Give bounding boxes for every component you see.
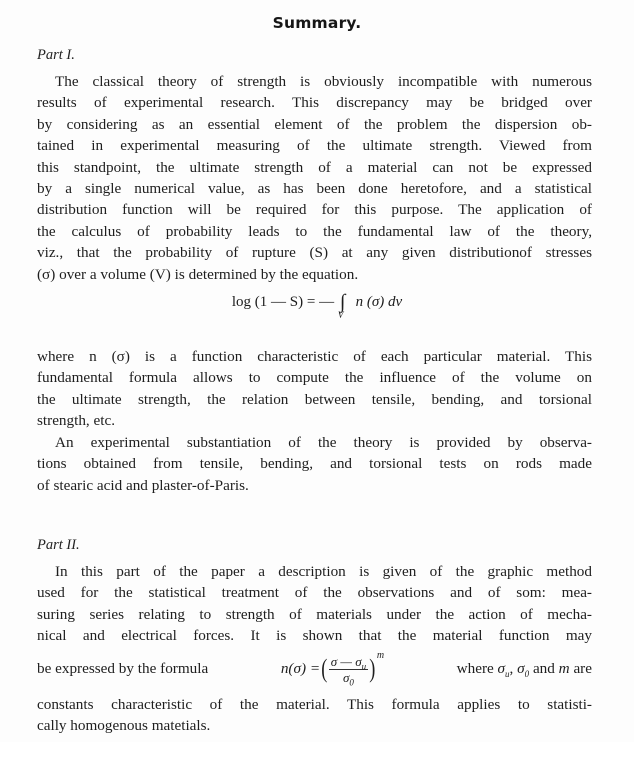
text-line: tained in experimental measuring of the ultimate strength. Viewed from [37,137,592,155]
fundamental-equation [0,290,634,330]
part-1-paragraph-2 [37,346,592,432]
denominator-text: σ [342,669,350,685]
text-line: by a single numerical value, as has been done heretofore, and a statistical [37,179,592,197]
text-line: suring series relating to strength of materials under the action of mecha- [37,605,592,623]
constant-subscript: 0 [524,669,530,680]
equation-integrand: n (σ) dv [355,294,403,310]
text-line: (σ) over a volume (V) is determined by the equation. [37,265,359,283]
integral-sign: ∫ [339,291,346,313]
integral-group [337,290,352,320]
text-line: fundamental formula allows to compute the influence of the volume on [37,369,592,387]
formula-lhs: n(σ) = [280,660,321,677]
constant-m: m [558,660,570,677]
constant-sigma-0 [517,660,530,680]
text-line: strength, etc. [37,412,116,430]
numerator-text: σ — σ [330,653,362,669]
numerator-subscript: u [361,661,367,672]
part-1-heading: Part I. [37,47,75,63]
constant-symbol: σ [497,660,506,677]
where-word: where [456,660,494,677]
part-2-paragraph-1 [37,561,592,647]
text-line: An experimental substantiation of the theory is provided by observa- [55,434,592,451]
text-line: tions obtained from tensile, bending, and torsional tests on rods made [37,455,592,473]
formula-fraction [329,653,368,688]
right-paren: ) [369,654,376,683]
integral-domain: V [337,310,344,320]
left-paren: ( [321,654,328,683]
constant-sigma-u [497,660,510,680]
text-line: viz., that the probability of rupture (S) at any given distributionof stresses [37,244,592,262]
material-function-formula-line [37,649,592,689]
text-line: cally homogenous matetials. [37,717,211,735]
equation-lhs: log (1 — S) = — [231,294,335,310]
text-line: used for the statistical treatment of the observations and of som: mea- [37,584,592,602]
denominator-subscript: 0 [349,677,354,688]
formula-constants [457,660,592,678]
text-line: where n (σ) is a function characteristic of each particular material. This [37,348,592,365]
formula-prefix: be expressed by the formula [37,660,209,677]
fraction-numerator [329,654,368,670]
material-function-formula [281,649,384,689]
part-2-heading: Part II. [37,537,80,553]
text-line: this standpoint, the ultimate strength of a material can not be expressed [37,158,592,176]
text-line: distribution function will be required for this purpose. The application of [37,201,592,219]
part-1-paragraph-1 [37,71,592,285]
and-word: and [532,660,555,677]
text-line: of stearic acid and plaster-of-Paris. [37,476,249,494]
formula-exponent: m [376,650,385,661]
summary-title: Summary. [272,14,362,32]
text-line: In this part of the paper a description is given of the graphic method [55,563,592,580]
text-line: The classical theory of strength is obviously incompatible with numerous [55,73,592,90]
text-line: the ultimate strength, the relation between tensile, bending, and torsional [37,390,592,408]
constant-subscript: u [505,669,510,680]
part-1-paragraph-3 [37,432,592,496]
separator: , [509,660,514,677]
text-line: constants characteristic of the material. This formula applies to statisti- [37,696,592,713]
part-2-paragraph-2 [37,694,592,737]
fraction-denominator [342,669,354,688]
constant-symbol: σ [517,660,525,677]
text-line: results of experimental research. This discrepancy may be bridged over [37,94,592,112]
are-word: are [573,660,592,677]
text-line: by considering as an essential element of the problem the dispersion ob- [37,115,592,133]
text-line: nical and electrical forces. It is shown that the material function may [37,627,592,645]
text-line: the calculus of probability leads to the fundamental law of the theory, [37,222,592,240]
